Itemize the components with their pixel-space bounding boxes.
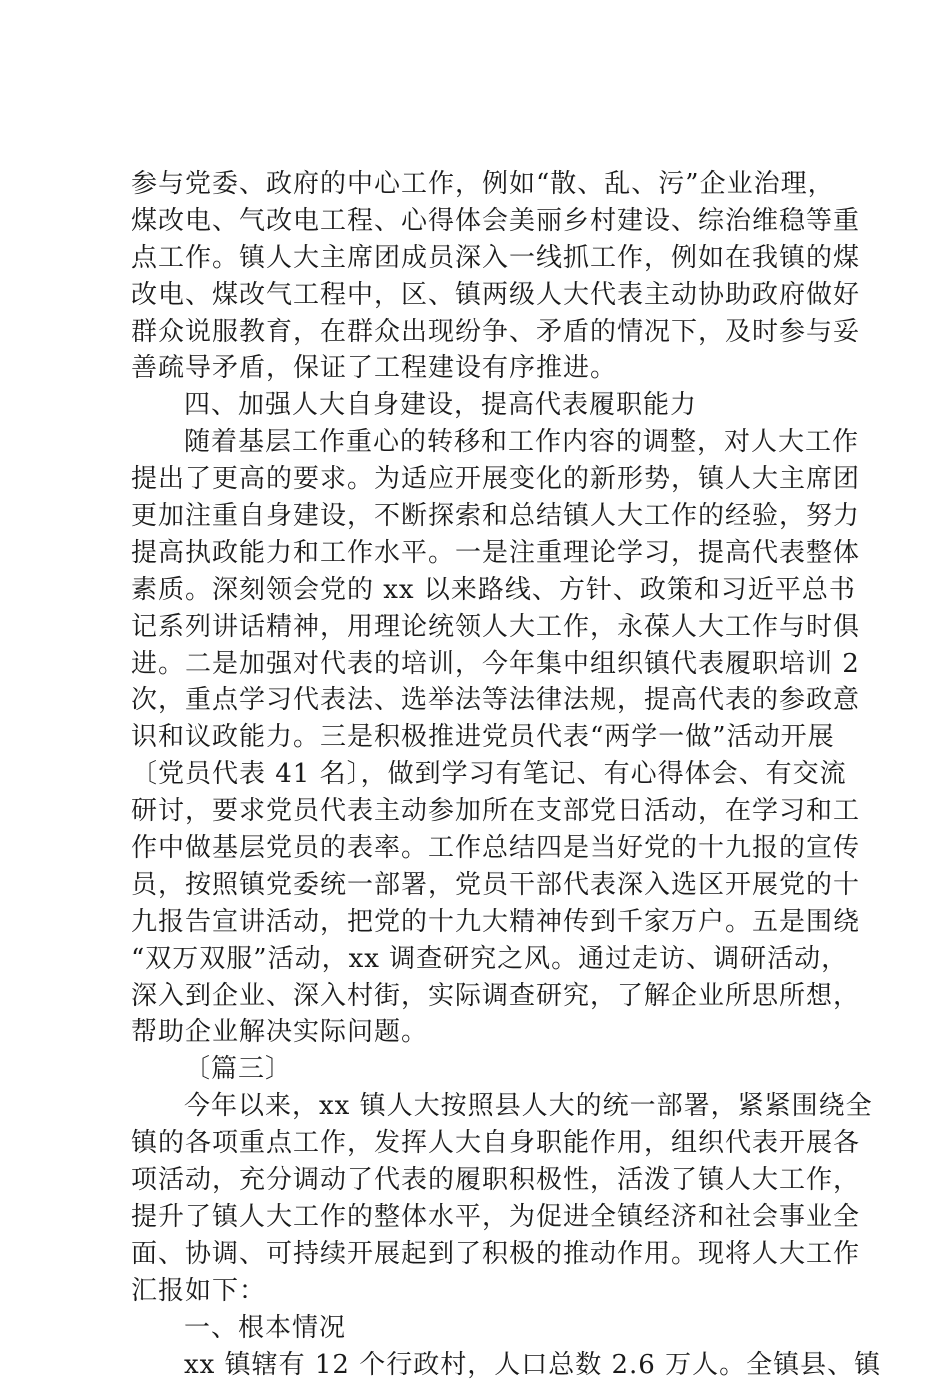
text-line: 点工作。镇人大主席团成员深入一线抓工作，例如在我镇的煤 [131, 240, 831, 277]
text-line: 一、根本情况 [131, 1310, 831, 1347]
text-line: 素质。深刻领会党的 xx 以来路线、方针、政策和习近平总书 [131, 572, 831, 609]
document-body [131, 166, 831, 1383]
text-line: 提高执政能力和工作水平。一是注重理论学习，提高代表整体 [131, 535, 831, 572]
text-line: 进。二是加强对代表的培训，今年集中组织镇代表履职培训 2 [131, 646, 831, 683]
text-line: 改电、煤改气工程中，区、镇两级人大代表主动协助政府做好 [131, 277, 831, 314]
text-line: 提升了镇人大工作的整体水平，为促进全镇经济和社会事业全 [131, 1199, 831, 1236]
text-line: 煤改电、气改电工程、心得体会美丽乡村建设、综治维稳等重 [131, 203, 831, 240]
text-line: 善疏导矛盾，保证了工程建设有序推进。 [131, 350, 831, 387]
text-line: 更加注重自身建设，不断探索和总结镇人大工作的经验，努力 [131, 498, 831, 535]
text-line: 今年以来，xx 镇人大按照县人大的统一部署，紧紧围绕全 [131, 1088, 831, 1125]
text-line: 记系列讲话精神，用理论统领人大工作，永葆人大工作与时俱 [131, 609, 831, 646]
text-line: 深入到企业、深入村街，实际调查研究，了解企业所思所想， [131, 978, 831, 1015]
text-line: 识和议政能力。三是积极推进党员代表“两学一做”活动开展 [131, 719, 831, 756]
text-line: 参与党委、政府的中心工作，例如“散、乱、污”企业治理， [131, 166, 831, 203]
text-line: 九报告宣讲活动，把党的十九大精神传到千家万户。五是围绕 [131, 904, 831, 941]
text-line: 项活动，充分调动了代表的履职积极性，活泼了镇人大工作， [131, 1162, 831, 1199]
text-line: 随着基层工作重心的转移和工作内容的调整，对人大工作 [131, 424, 831, 461]
text-line: 提出了更高的要求。为适应开展变化的新形势，镇人大主席团 [131, 461, 831, 498]
text-line: 四、加强人大自身建设，提高代表履职能力 [131, 387, 831, 424]
text-line: xx 镇辖有 12 个行政村，人口总数 2.6 万人。全镇县、镇 [131, 1347, 831, 1383]
text-line: 群众说服教育，在群众出现纷争、矛盾的情况下，及时参与妥 [131, 314, 831, 351]
text-line: “双万双服”活动，xx 调查研究之风。通过走访、调研活动， [131, 941, 831, 978]
text-line: 员，按照镇党委统一部署，党员干部代表深入选区开展党的十 [131, 867, 831, 904]
text-line: 研讨，要求党员代表主动参加所在支部党日活动，在学习和工 [131, 793, 831, 830]
text-line: 面、协调、可持续开展起到了积极的推动作用。现将人大工作 [131, 1236, 831, 1273]
text-line: 镇的各项重点工作，发挥人大自身职能作用，组织代表开展各 [131, 1125, 831, 1162]
text-line: 次，重点学习代表法、选举法等法律法规，提高代表的参政意 [131, 682, 831, 719]
text-line: 〔党员代表 41 名〕，做到学习有笔记、有心得体会、有交流 [131, 756, 831, 793]
text-line: 〔篇三〕 [131, 1051, 831, 1088]
text-line: 作中做基层党员的表率。工作总结四是当好党的十九报的宣传 [131, 830, 831, 867]
text-line: 汇报如下： [131, 1273, 831, 1310]
text-line: 帮助企业解决实际问题。 [131, 1014, 831, 1051]
